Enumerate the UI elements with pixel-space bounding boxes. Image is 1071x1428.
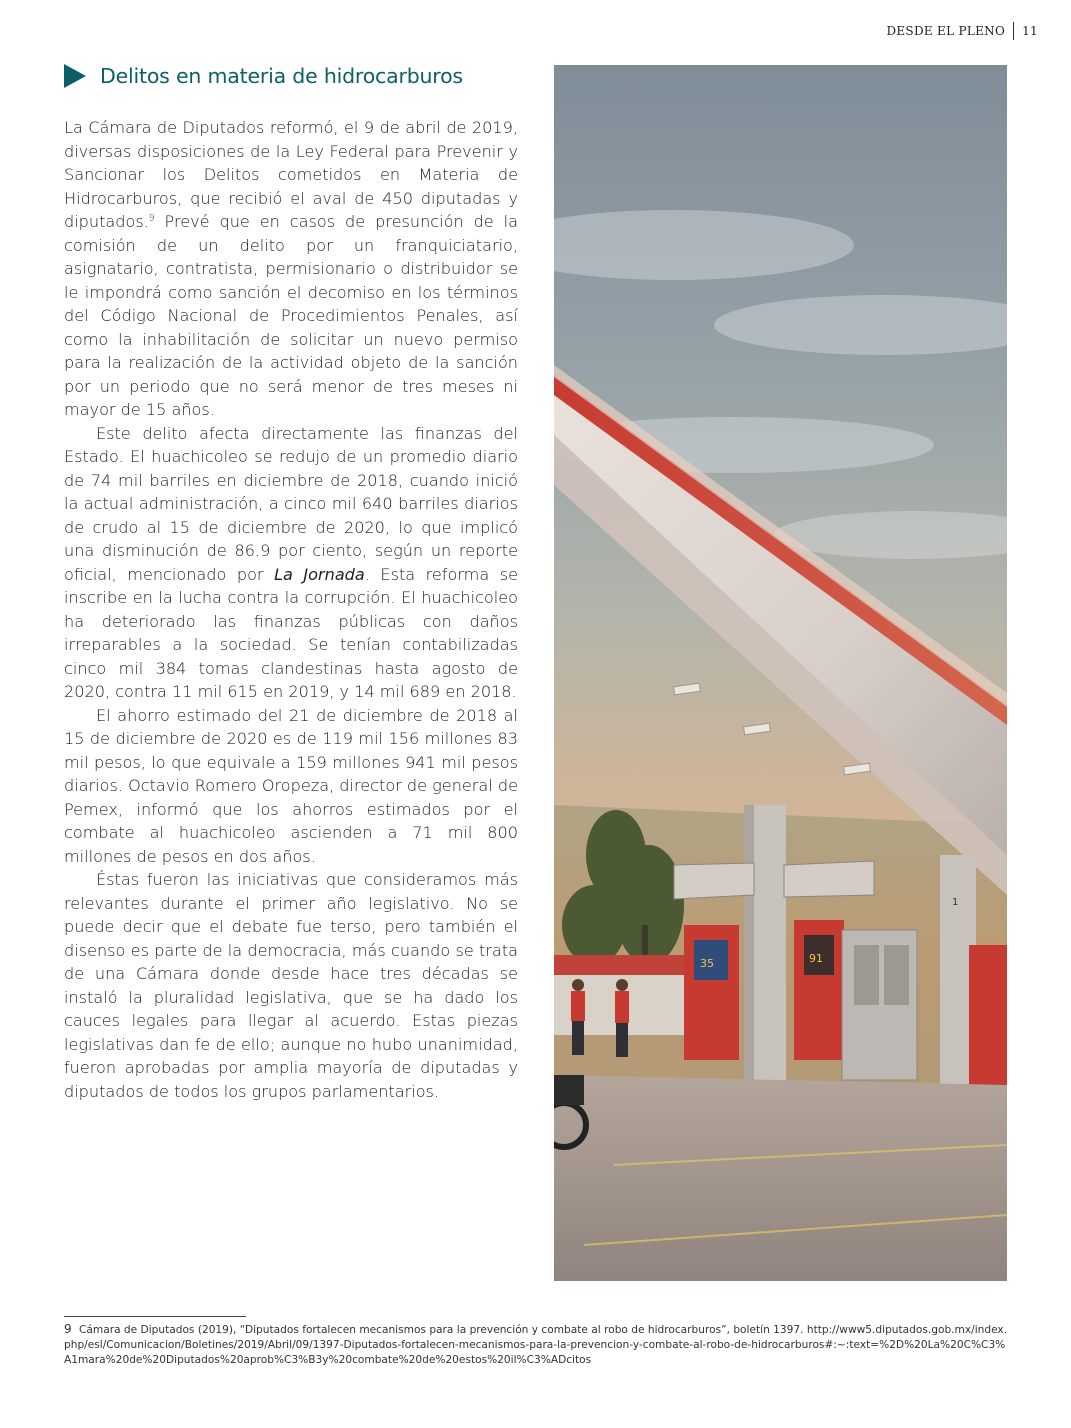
section-heading [64,64,463,88]
play-triangle-icon [64,64,86,88]
footnote-text: Cámara de Diputados (2019), “Diputados fortalecen mecanismos para la prevención y combate al robo de hidrocarburos”, boletín 1397. http://www5.diputados.gob.mx/index.php/esl/Comunicacion/Boletines/2019/Abril/09/1397-Diputados-fortalecen-mecanismos-para-la-prevencion-y-combate-al-robo-de-hidrocarburos#:~:text=%2D%20La%20C%C3%A1mara%20de%20Diputados%20aprob%C3%B3y%20combate%20de%20estos%20il%C3%ADcitos [64,1324,1008,1366]
paragraph-1-continuation: Prevé que en casos de presunción de la comisión de un delito por un franquiciatario, asignatario, contratista, permisionario o distribuidor se le impondrá como sanción el decomiso en los términos del Código Nacional de Procedimientos Penales, así como la inhabilitación de solicitar un nuevo permiso para la realización de la actividad objeto de la sanción por un periodo que no será menor de tres meses ni mayor de 15 años. [64,212,518,419]
forecourt [554,1075,1007,1281]
footnote-reference: 9 [148,213,155,224]
footnote-rule [64,1316,246,1317]
gas-station-illustration [554,65,1007,1281]
page-number: 11 [1022,24,1038,38]
paragraph-1-text: La Cámara de Diputados reformó, el 9 de abril de 2019, diversas disposiciones de la Ley Federal para Prevenir y Sancionar los Delitos cometidos en Materia de Hidrocarburos, que recibió el aval de 450 diputadas y diputados. [64,118,518,231]
paragraph-4: Éstas fueron las iniciativas que consideramos más relevantes durante el primer año legislativo. No se puede decir que el debate fue terso, pero también el disenso es parte de la democracia, más cuando se trata de una Cámara donde desde hace tres décadas se instaló la pluralidad legislativa, que se ha dado los cauces legales para llegar al acuerdo. Estas piezas legislativas dan fe de ello; aunque no hubo unanimidad, fueron aprobadas por amplia mayoría de diputadas y diputados de todos los grupos parlamentarios. [64,870,518,1101]
section-title: Delitos en materia de hidrocarburos [100,64,463,88]
distant-roof [554,955,684,975]
pump-price-right: 91 [809,952,823,965]
article-body [64,116,518,1103]
header-separator [1013,22,1014,40]
footnote-number: 9 [64,1322,72,1336]
running-header-section: DESDE EL PLENO [886,24,1006,38]
paragraph-2-text-a: Este delito afecta directamente las finanzas del Estado. El huachicoleo se redujo de un promedio diario de 74 mil barriles en diciembre de 2018, cuando inició la actual administración, a cinco mil 640 barriles diarios de crudo al 15 de diciembre de 2020, lo que implicó una disminución de 86.9 por ciento, según un reporte oficial, mencionado por [64,423,518,584]
paragraph-3: El ahorro estimado del 21 de diciembre de 2018 al 15 de diciembre de 2020 es de 119 mil 156 millones 83 mil pesos, lo que equivale a 159 millones 941 mil pesos diarios. Octavio Romero Oropeza, director de general de Pemex, informó que los ahorros estimados por el combate al huachicoleo ascienden a 71 mil 800 millones de pesos en dos años. [64,705,518,866]
running-header [886,22,1038,40]
paragraph-1 [64,116,518,422]
newspaper-title: La Jornada [274,564,365,584]
paragraph-2-text-b: . Esta reforma se inscribe en la lucha contra la corrupción. El huachicoleo ha deteriorado las finanzas públicas con daños irreparables a la sociedad. Se tenían contabilizadas cinco mil 384 tomas clandestinas hasta agosto de 2020, contra 11 mil 615 en 2019, y 14 mil 689 en 2018. [64,564,518,701]
column-number: 1 [952,897,959,908]
footnote [64,1322,1009,1368]
gas-station-photo [554,65,1007,1281]
paragraph-2 [64,422,518,704]
pump-price-left: 35 [700,957,714,970]
